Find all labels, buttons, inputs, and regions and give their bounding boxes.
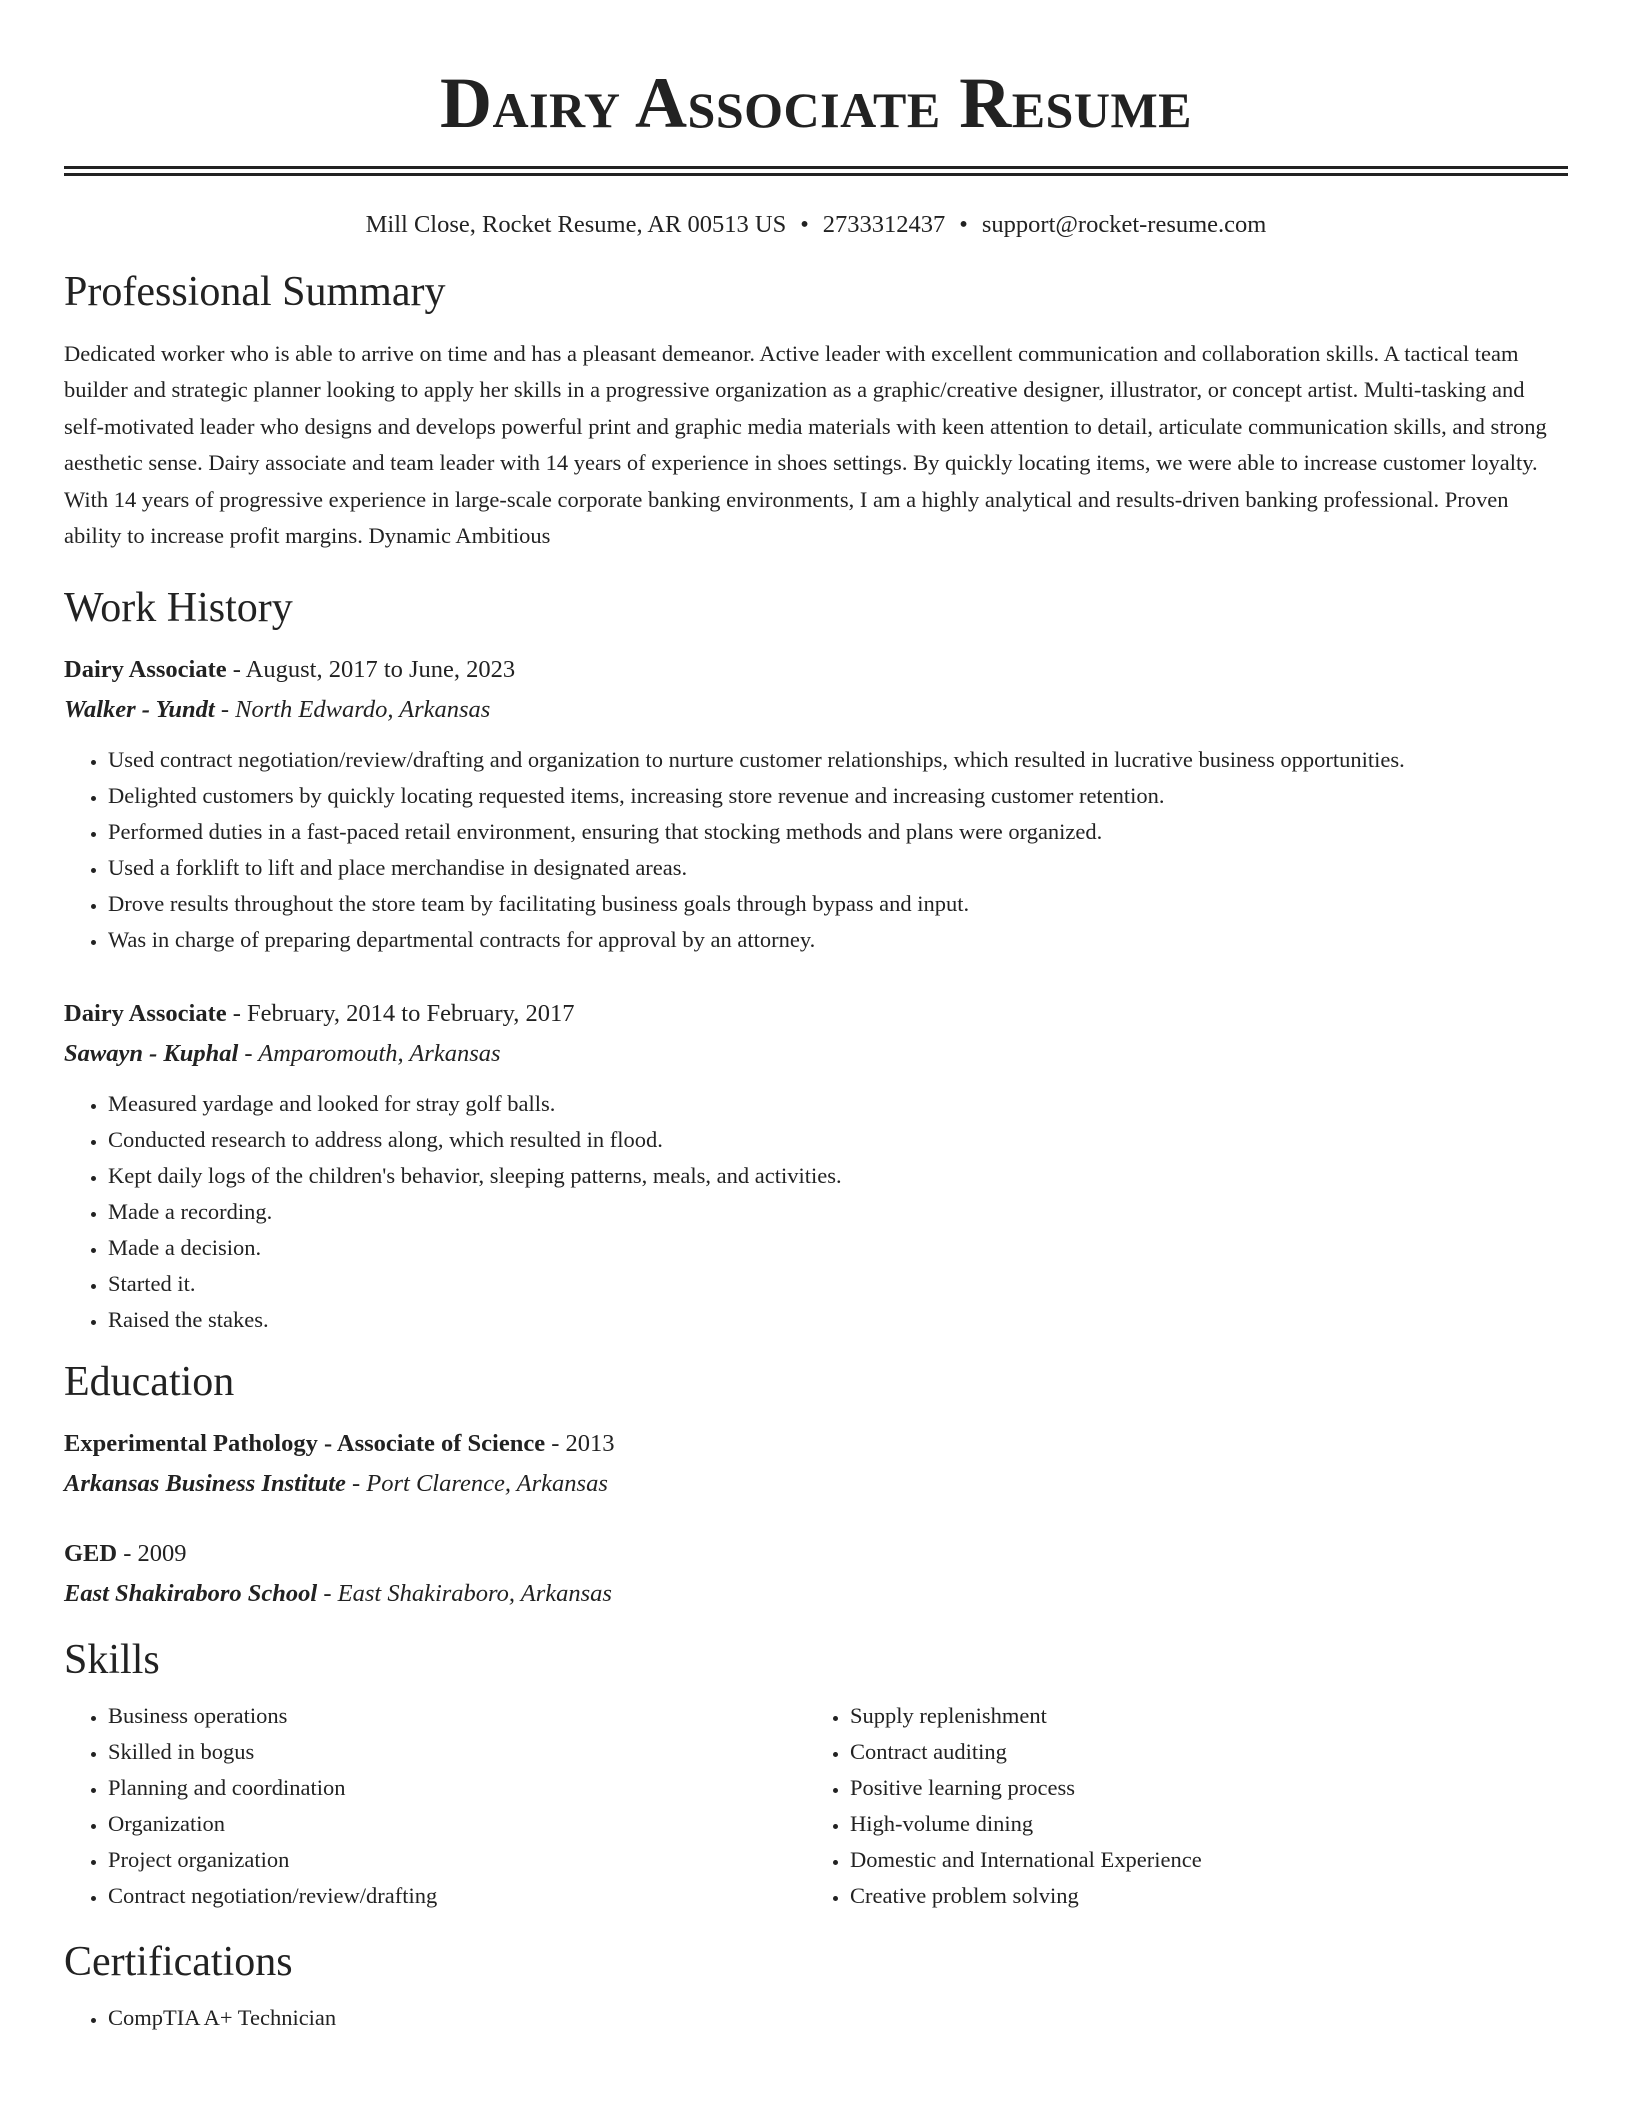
job-duties-list [64, 1086, 1568, 1338]
list-item: • Made a decision. [108, 1230, 1568, 1266]
skill-item: • Domestic and International Experience [850, 1842, 1548, 1878]
skill-item: • Contract auditing [850, 1734, 1548, 1770]
degree: GED [64, 1540, 118, 1568]
skill-item: • Supply replenishment [850, 1698, 1548, 1734]
education-entry [64, 1424, 1568, 1504]
job-dates: - February, 2014 to February, 2017 [226, 1000, 575, 1028]
job-location: - North Edwardo, Arkansas [214, 696, 491, 724]
school-name: Arkansas Business Institute [64, 1470, 346, 1498]
degree-line [64, 1424, 1568, 1464]
list-item: • Used a forklift to lift and place merchandise in designated areas. [108, 850, 1568, 886]
job-company: Walker - Yundt [64, 696, 215, 724]
education-entry [64, 1534, 1568, 1614]
contact-address: Mill Close, Rocket Resume, AR 00513 US [365, 211, 787, 238]
certifications-list [64, 2000, 1568, 2036]
certifications-heading: Certifications [64, 1939, 293, 1986]
job-dates: - August, 2017 to June, 2023 [226, 656, 516, 684]
job-title-line [64, 650, 1568, 690]
skill-item: • Skilled in bogus [108, 1734, 806, 1770]
contact-email: support@rocket-resume.com [981, 211, 1267, 238]
degree-line [64, 1534, 1568, 1574]
list-item: • Made a recording. [108, 1194, 1568, 1230]
job-title-line [64, 994, 1568, 1034]
school-line [64, 1574, 1568, 1614]
title-divider [64, 166, 1568, 176]
skills-grid [64, 1698, 1568, 1914]
school-location: - East Shakiraboro, Arkansas [317, 1580, 612, 1608]
school-line [64, 1464, 1568, 1504]
skill-item: • Business operations [108, 1698, 806, 1734]
list-item: • Started it. [108, 1266, 1568, 1302]
skill-item: • High-volume dining [850, 1806, 1548, 1842]
list-item: • Kept daily logs of the children's behavior, sleeping patterns, meals, and activities. [108, 1158, 1568, 1194]
skills-heading: Skills [64, 1637, 160, 1684]
graduation-year: - 2013 [545, 1430, 615, 1458]
list-item: • Was in charge of preparing departmental contracts for approval by an attorney. [108, 922, 1568, 958]
skills-list [64, 1698, 806, 1914]
job-title: Dairy Associate [64, 1000, 227, 1028]
degree: Experimental Pathology - Associate of Science [64, 1430, 546, 1458]
skills-list [806, 1698, 1548, 1914]
education-heading: Education [64, 1359, 235, 1406]
skills-column-right [806, 1698, 1548, 1914]
graduation-year: - 2009 [117, 1540, 187, 1568]
work-history-heading: Work History [64, 585, 293, 632]
contact-line [64, 210, 1568, 240]
list-item: • Conducted research to address along, which resulted in flood. [108, 1122, 1568, 1158]
job-title: Dairy Associate [64, 656, 227, 684]
skill-item: • Organization [108, 1806, 806, 1842]
contact-separator: • [800, 211, 809, 238]
skill-item: • Planning and coordination [108, 1770, 806, 1806]
contact-separator: • [959, 211, 968, 238]
summary-text: Dedicated worker who is able to arrive on time and has a pleasant demeanor. Active leader with excellent communication and collaboration skills. A tactical team builder and strategic planner looking to apply her skills in a progressive organization as a graphic/creative designer, illustrator, or concept artist. Multi-tasking and self-motivated leader who designs and develops powerful print and graphic media materials with keen attention to detail, articulate communication skills, and strong aesthetic sense. Dairy associate and team leader with 14 years of experience in shoes settings. By quickly locating items, we were able to increase customer loyalty. With 14 years of progressive experience in large-scale corporate banking environments, I am a highly analytical and results-driven banking professional. Proven ability to increase profit margins. Dynamic Ambitious [64, 341, 1547, 549]
list-item: • Drove results throughout the store team by facilitating business goals through bypass and input. [108, 886, 1568, 922]
job-entry [64, 650, 1568, 958]
skill-item: • Positive learning process [850, 1770, 1548, 1806]
skill-item: • Project organization [108, 1842, 806, 1878]
job-company-line [64, 1034, 1568, 1074]
resume-title: Dairy Associate Resume [439, 63, 1193, 143]
job-company-line [64, 690, 1568, 730]
job-location: - Amparomouth, Arkansas [238, 1040, 501, 1068]
certification-item: • CompTIA A+ Technician [108, 2000, 1568, 2036]
skills-column-left [64, 1698, 806, 1914]
job-company: Sawayn - Kuphal [64, 1040, 239, 1068]
list-item: • Raised the stakes. [108, 1302, 1568, 1338]
skill-item: • Contract negotiation/review/drafting [108, 1878, 806, 1914]
list-item: • Delighted customers by quickly locating requested items, increasing store revenue and increasing customer retention. [108, 778, 1568, 814]
skill-item: • Creative problem solving [850, 1878, 1548, 1914]
list-item: • Measured yardage and looked for stray golf balls. [108, 1086, 1568, 1122]
school-name: East Shakiraboro School [64, 1580, 318, 1608]
job-entry [64, 994, 1568, 1338]
list-item: • Used contract negotiation/review/drafting and organization to nurture customer relationships, which resulted in lucrative business opportunities. [108, 742, 1568, 778]
summary-heading: Professional Summary [64, 269, 446, 315]
school-location: - Port Clarence, Arkansas [345, 1470, 608, 1498]
contact-phone: 2733312437 [822, 211, 946, 238]
job-duties-list [64, 742, 1568, 958]
list-item: • Performed duties in a fast-paced retail environment, ensuring that stocking methods and plans were organized. [108, 814, 1568, 850]
